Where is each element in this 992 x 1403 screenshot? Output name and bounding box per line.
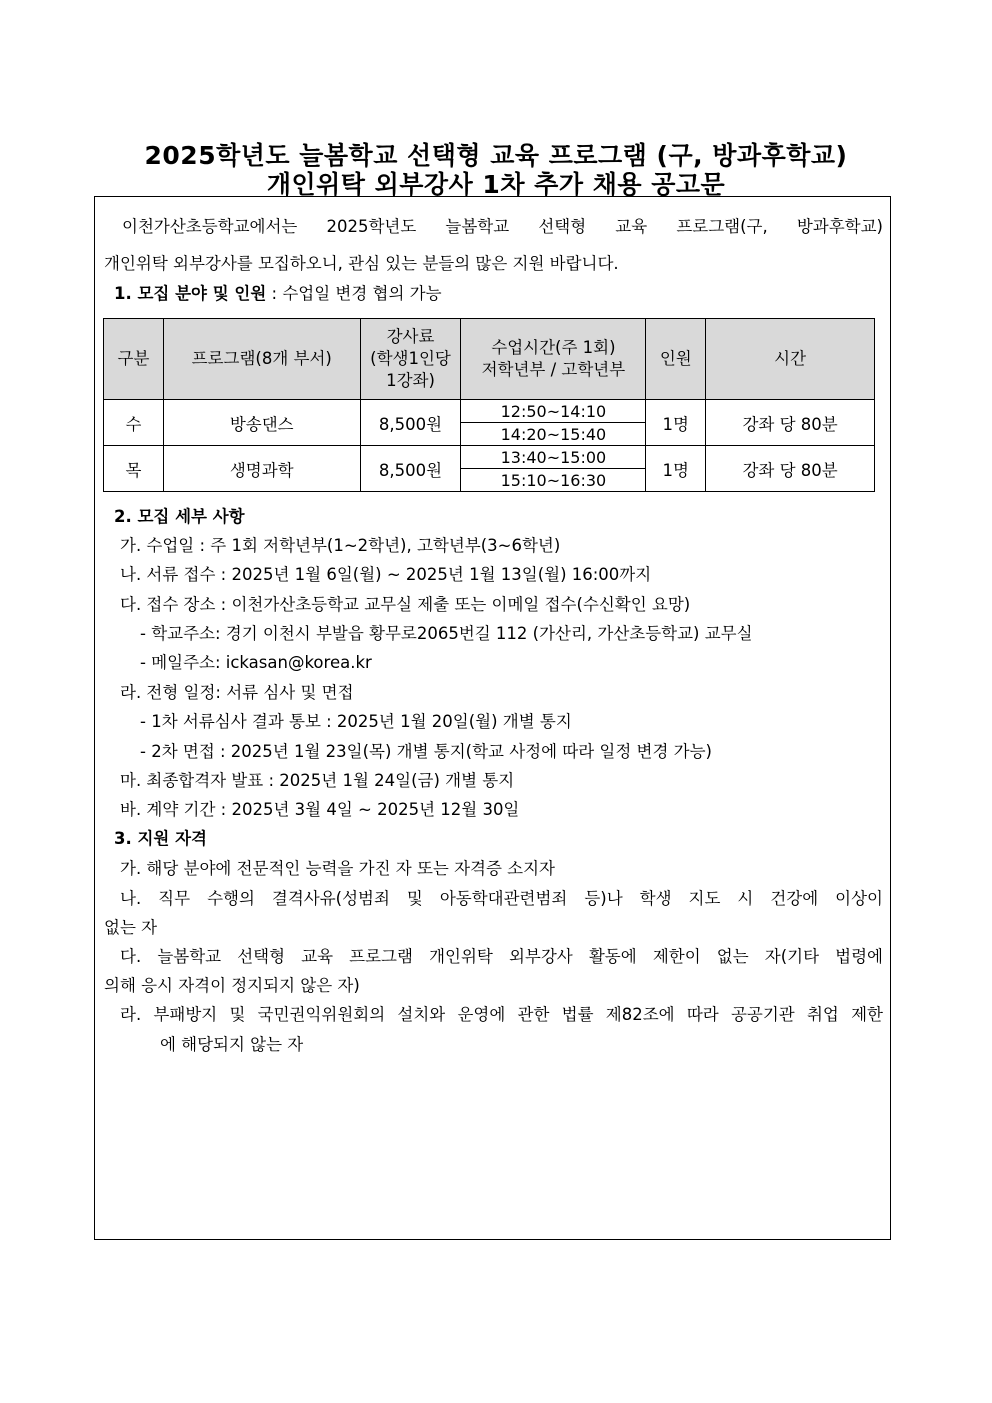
- section-2-subitem: - 2차 면접 : 2025년 1월 23일(목) 개별 통지(학교 사정에 따라 일정 변경 가능): [140, 742, 712, 761]
- section-2-subitem: - 학교주소: 경기 이천시 부발읍 황무로2065번길 112 (가산리, 가산초등학교) 교무실: [140, 624, 753, 643]
- intro-line-2: 개인위탁 외부강사를 모집하오니, 관심 있는 분들의 많은 지원 바랍니다.: [104, 254, 619, 273]
- program-table: [103, 318, 875, 492]
- section-3-item-ga: 가. 해당 분야에 전문적인 능력을 가진 자 또는 자격증 소지자: [120, 859, 555, 878]
- header-fee-line-1: 강사료: [386, 327, 435, 346]
- section-1-note: : 수업일 변경 협의 가능: [266, 284, 442, 303]
- section-3-heading: 3. 지원 자격: [114, 829, 207, 848]
- row-fee: 8,500원: [360, 400, 461, 446]
- section-2-item: 라. 전형 일정: 서류 심사 및 면접: [120, 683, 354, 702]
- row-duration: 강좌 당 80분: [706, 446, 875, 492]
- header-category: 구분: [104, 319, 164, 400]
- section-1-heading: 1. 모집 분야 및 인원: [114, 284, 267, 303]
- row-time-low: 13:40~15:00: [461, 446, 646, 469]
- section-2-item: 마. 최종합격자 발표 : 2025년 1월 24일(금) 개별 통지: [120, 771, 515, 790]
- title-line-1: 2025학년도 늘봄학교 선택형 교육 프로그램 (구, 방과후학교): [144, 141, 848, 170]
- section-2-item: 나. 서류 접수 : 2025년 1월 6일(월) ~ 2025년 1월 13일(월) 16:00까지: [120, 565, 652, 584]
- section-2-item: 바. 계약 기간 : 2025년 3월 4일 ~ 2025년 12월 30일: [120, 800, 520, 819]
- title-line-2: 개인위탁 외부강사 1차 추가 채용 공고문: [266, 170, 726, 199]
- row-program: 생명과학: [163, 446, 360, 492]
- header-fee: [360, 319, 461, 400]
- table-row: [104, 400, 875, 423]
- row-people: 1명: [646, 400, 706, 446]
- row-day: 수: [104, 400, 164, 446]
- row-duration: 강좌 당 80분: [706, 400, 875, 446]
- section-3-item-na-line-2: 없는 자: [104, 918, 158, 937]
- row-time-high: 14:20~15:40: [461, 423, 646, 446]
- row-fee: 8,500원: [360, 446, 461, 492]
- row-time-high: 15:10~16:30: [461, 469, 646, 492]
- section-3-item-da-line-1: 다. 늘봄학교 선택형 교육 프로그램 개인위탁 외부강사 활동에 제한이 없는 자(기타 법령에: [120, 947, 883, 966]
- section-3-item-ra-line-1: 라. 부패방지 및 국민권익위원회의 설치와 운영에 관한 법률 제82조에 따라 공공기관 취업 제한: [120, 1005, 883, 1024]
- header-people: 인원: [646, 319, 706, 400]
- row-day: 목: [104, 446, 164, 492]
- section-3-item-na-line-1: 나. 직무 수행의 결격사유(성범죄 및 아동학대관련범죄 등)나 학생 지도 시 건강에 이상이: [120, 889, 883, 908]
- intro-line-1: 이천가산초등학교에서는 2025학년도 늘봄학교 선택형 교육 프로그램(구, 방과후학교): [122, 217, 883, 236]
- row-program: 방송댄스: [163, 400, 360, 446]
- header-fee-line-2: (학생1인당: [370, 349, 451, 368]
- header-duration: 시간: [706, 319, 875, 400]
- section-2-subitem: - 메일주소: ickasan@korea.kr: [140, 653, 372, 672]
- section-2-subitem: - 1차 서류심사 결과 통보 : 2025년 1월 20일(월) 개별 통지: [140, 712, 572, 731]
- row-time-low: 12:50~14:10: [461, 400, 646, 423]
- section-2-heading: 2. 모집 세부 사항: [114, 507, 245, 526]
- table-row: [104, 446, 875, 469]
- section-3-item-ra-line-2: 에 해당되지 않는 자: [160, 1035, 304, 1054]
- header-time-line-2: 저학년부 / 고학년부: [481, 360, 626, 379]
- table-header-row: [104, 319, 875, 400]
- header-fee-line-3: 1강좌): [386, 371, 435, 390]
- section-3-item-da-line-2: 의해 응시 자격이 정지되지 않은 자): [104, 976, 360, 995]
- header-time-line-1: 수업시간(주 1회): [491, 338, 616, 357]
- section-1: [114, 283, 442, 305]
- header-time: [461, 319, 646, 400]
- header-program: 프로그램(8개 부서): [163, 319, 360, 400]
- section-2-item: 가. 수업일 : 주 1회 저학년부(1~2학년), 고학년부(3~6학년): [120, 536, 561, 555]
- section-2-item: 다. 접수 장소 : 이천가산초등학교 교무실 제출 또는 이메일 접수(수신확인 요망): [120, 595, 691, 614]
- row-people: 1명: [646, 446, 706, 492]
